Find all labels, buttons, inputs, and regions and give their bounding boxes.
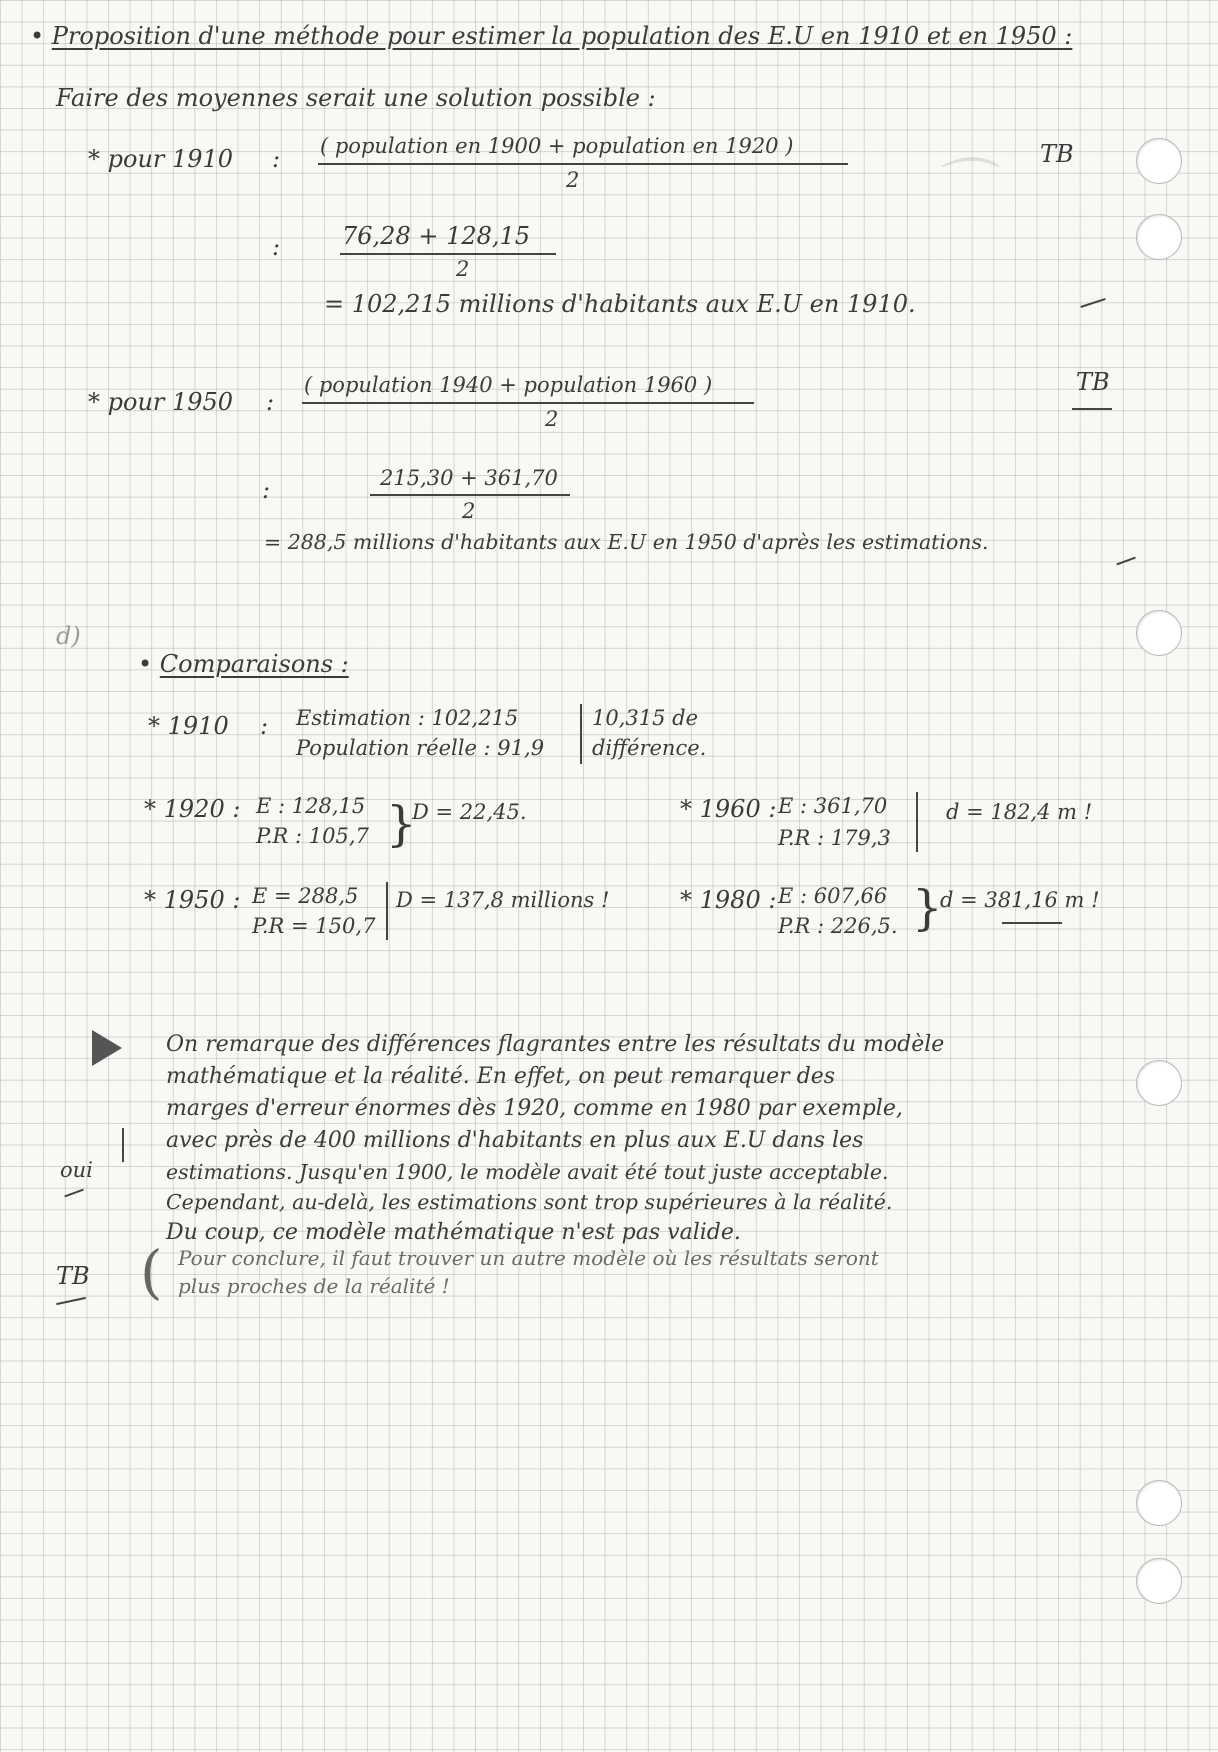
p1950-numerator-2: 215,30 + 361,70 [380, 466, 558, 490]
r1960-pr: P.R : 179,3 [778, 826, 891, 850]
aside-line: Pour conclure, il faut trouver un autre modèle où les résultats seront [178, 1246, 879, 1270]
r1950-year: * 1950 : [144, 886, 241, 914]
p1910-numerator-2: 76,28 + 128,15 [342, 222, 531, 250]
r1910-diff-2: différence. [592, 736, 707, 760]
grade-mark: TB [1040, 140, 1074, 168]
r1980-year: * 1980 : [680, 886, 777, 914]
p1950-result: = 288,5 millions d'habitants aux E.U en 1950 d'après les estimations. [264, 530, 989, 554]
r1980-pr: P.R : 226,5. [778, 914, 898, 938]
check-mark [1072, 408, 1112, 410]
r1980-e: E : 607,66 [778, 884, 888, 908]
r1960-d: d = 182,4 m ! [946, 800, 1093, 824]
p1950-colon-2: : [262, 476, 271, 504]
conclusion-line: estimations. Jusqu'en 1900, le modèle avait été tout juste acceptable. [166, 1160, 889, 1184]
p1950-label: * pour 1950 [88, 388, 234, 416]
binder-hole [1136, 610, 1182, 656]
r1920-e: E : 128,15 [256, 794, 366, 818]
separator [916, 792, 918, 852]
bleed-through-marks: ⌒ [930, 153, 990, 223]
p1910-numerator: ( population en 1900 + population en 1920 ) [320, 134, 794, 158]
binder-hole [1136, 214, 1182, 260]
conclusion-line: mathématique et la réalité. En effet, on peut remarquer des [166, 1064, 836, 1089]
r1950-d: D = 137,8 millions ! [396, 888, 610, 912]
aside-line: plus proches de la réalité ! [178, 1274, 450, 1298]
teacher-comment-oui: oui [60, 1158, 93, 1182]
conclusion-line: marges d'erreur énormes dès 1920, comme en 1980 par exemple, [166, 1096, 903, 1121]
conclusion-line: avec près de 400 millions d'habitants en plus aux E.U dans les [166, 1128, 864, 1153]
p1910-colon-2: : [272, 233, 281, 261]
p1910-denominator-2: 2 [456, 257, 470, 281]
r1950-e: E = 288,5 [252, 884, 359, 908]
comparisons-heading: • Comparaisons : [138, 650, 349, 678]
grade-mark: TB [56, 1262, 90, 1290]
conclusion-line: On remarque des différences flagrantes entre les résultats du modèle [166, 1032, 945, 1057]
p1910-colon: : [272, 145, 281, 173]
p1910-result: = 102,215 millions d'habitants aux E.U en 1910. [324, 290, 916, 318]
title: • Proposition d'une méthode pour estimer la population des E.U en 1910 et en 1950 : [30, 22, 1073, 50]
r1910-real: Population réelle : 91,9 [296, 736, 545, 760]
r1980-brace: } [912, 880, 943, 936]
binder-hole [1136, 1558, 1182, 1604]
r1910-year: * 1910 [148, 712, 229, 740]
r1910-diff-1: 10,315 de [592, 706, 699, 730]
intro-line: Faire des moyennes serait une solution possible : [56, 84, 656, 112]
r1910-colon: : [260, 712, 269, 740]
p1910-label: * pour 1910 [88, 145, 234, 173]
r1920-pr: P.R : 105,7 [256, 824, 369, 848]
separator [386, 882, 388, 940]
conclusion-line: Cependant, au-delà, les estimations sont trop supérieures à la réalité. [166, 1190, 893, 1214]
r1980-d: d = 381,16 m ! [940, 888, 1100, 912]
underline-mark [1002, 922, 1062, 924]
r1910-estimation: Estimation : 102,215 [296, 706, 519, 730]
fraction-bar [370, 494, 570, 496]
margin-bracket [122, 1128, 124, 1162]
r1920-year: * 1920 : [144, 795, 241, 823]
margin-letter: d) [56, 622, 81, 650]
p1950-numerator: ( population 1940 + population 1960 ) [304, 373, 713, 397]
arrow-bullet-icon [92, 1030, 122, 1066]
aside-paren: ( [140, 1238, 163, 1306]
p1950-denominator-2: 2 [462, 499, 476, 523]
binder-hole [1136, 1480, 1182, 1526]
p1950-colon: : [266, 388, 275, 416]
r1920-d: D = 22,45. [412, 800, 527, 824]
fraction-bar [302, 402, 754, 404]
binder-hole [1136, 138, 1182, 184]
r1960-e: E : 361,70 [778, 794, 888, 818]
r1950-pr: P.R = 150,7 [252, 914, 376, 938]
separator [580, 704, 582, 764]
fraction-bar [318, 163, 848, 165]
binder-hole [1136, 1060, 1182, 1106]
r1960-year: * 1960 : [680, 795, 777, 823]
p1910-denominator: 2 [566, 168, 580, 192]
p1950-denominator: 2 [545, 407, 559, 431]
r1920-brace: } [386, 796, 417, 852]
fraction-bar [340, 253, 556, 255]
grade-mark: TB [1076, 368, 1110, 396]
conclusion-line: Du coup, ce modèle mathématique n'est pas valide. [166, 1220, 741, 1245]
